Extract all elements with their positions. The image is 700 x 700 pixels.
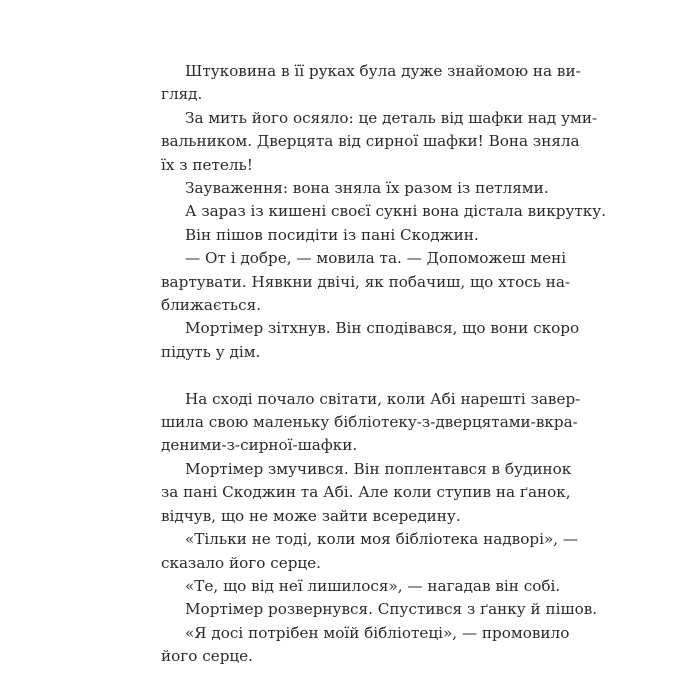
- text-line: Мортімер розвернувся. Спустився з ґанку й пішов.: [185, 600, 598, 619]
- section-break: [161, 364, 521, 387]
- text-line: «Я досі потрібен моїй бібліотеці», — промовило: [185, 623, 570, 642]
- page-text: [161, 60, 607, 669]
- text-line: На сході почало світати, коли Абі нарешті завер-: [185, 389, 581, 408]
- text-line: «Тільки не тоді, коли моя бібліотека надворі», —: [185, 530, 579, 549]
- text-line: «Те, що від неї лишилося», — нагадав він собі.: [185, 576, 561, 595]
- text-line: Штуковина в її руках була дуже знайомою на ви-: [185, 62, 581, 80]
- text-line: його серце.: [161, 647, 253, 666]
- text-line: Зауваження: вона зняла їх разом із петлями.: [185, 179, 549, 198]
- text-line: вальником. Дверцята від сирної шафки! Вона зняла: [161, 132, 580, 151]
- text-line: їх з петель!: [161, 155, 253, 174]
- text-line: за пані Скоджин та Абі. Але коли ступив на ґанок,: [161, 483, 571, 502]
- text-line: За мить його осяяло: це деталь від шафки над уми-: [185, 108, 598, 127]
- text-line: відчув, що не може зайти всередину.: [161, 506, 461, 525]
- text-line: гляд.: [161, 85, 203, 104]
- text-line: підуть у дім.: [161, 342, 261, 361]
- text-line: Мортімер зітхнув. Він сподівався, що вони скоро: [185, 319, 580, 338]
- text-line: вартувати. Нявкни двічі, як побачиш, що хтось на-: [161, 272, 571, 291]
- text-line: А зараз із кишені своєї сукні вона дістала викрутку.: [185, 202, 607, 221]
- text-line: Мортімер змучився. Він поплентався в будинок: [185, 459, 572, 478]
- text-line: Він пішов посидіти із пані Скоджин.: [185, 225, 479, 244]
- text-line: сказало його серце.: [161, 553, 322, 572]
- text-line: шила свою маленьку бібліотеку-з-дверцятами-вкра-: [161, 413, 578, 432]
- text-line: деними-з-сирної-шафки.: [161, 436, 358, 455]
- text-line: — От і добре, — мовила та. — Допоможеш мені: [185, 249, 567, 268]
- text-line: ближається.: [161, 296, 262, 315]
